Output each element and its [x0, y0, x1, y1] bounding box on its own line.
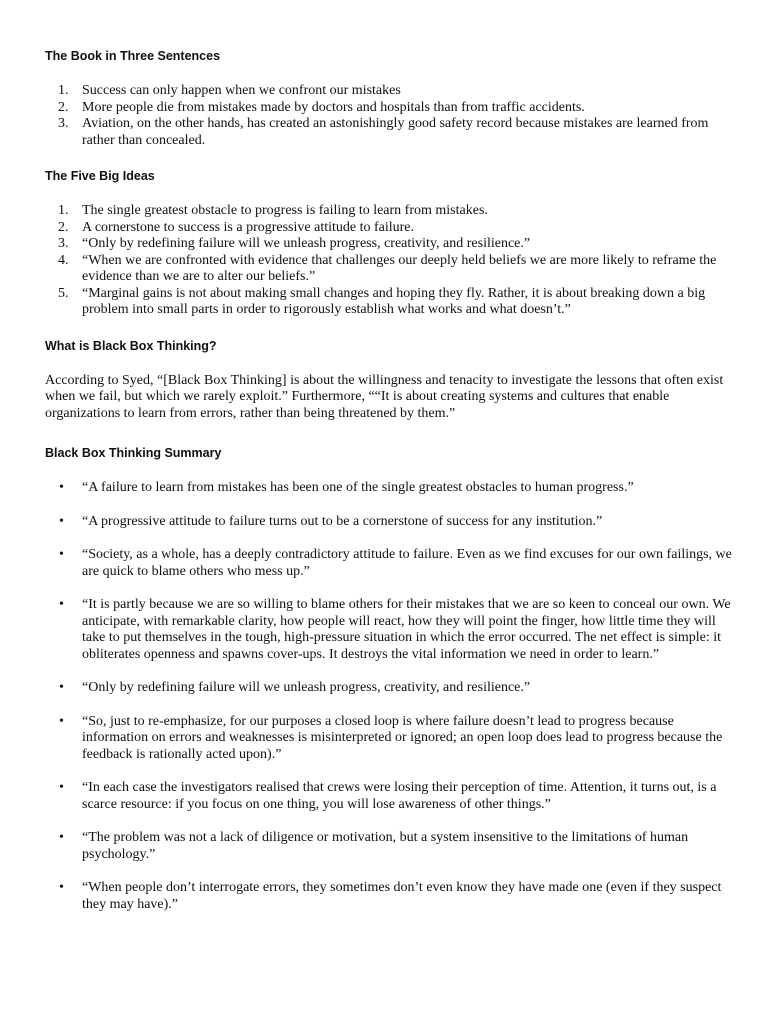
bullet-glyph: •: [59, 830, 64, 845]
summary-bullet-list: [45, 480, 735, 913]
three-sentences-list: [45, 83, 735, 149]
bullet-item: [45, 830, 735, 863]
bullet-item: [45, 597, 735, 663]
heading-what-is-black-box-thinking: What is Black Box Thinking?: [45, 338, 217, 353]
heading-three-sentences: The Book in Three Sentences: [45, 49, 221, 63]
list-number: 3.: [58, 116, 69, 131]
document-page: [45, 48, 735, 930]
spacer: [45, 184, 735, 203]
bullet-glyph: •: [59, 513, 64, 529]
bullet-item: [45, 714, 735, 764]
bullet-text: “It is partly because we are so willing to blame others for their mistakes that we are so keen to conceal our own. We anticipate, with remarkable clarity, how people will react, how they will point the finger, how little time they will take to put themselves in the tough, high-pressure situation in which the error occurred. The net effect is simple: it obliterates openness and spawns cover-ups. It destroys the vital information we need in order to learn.”: [82, 597, 731, 662]
bullet-item: [45, 547, 735, 580]
spacer: [45, 319, 735, 338]
bullet-item: [45, 514, 735, 531]
bullet-text: “When people don’t interrogate errors, they sometimes don’t even know they have made one (even if they suspect they may have).”: [82, 880, 722, 912]
bullet-text: “A progressive attitude to failure turns out to be a cornerstone of success for any institution.”: [82, 513, 603, 529]
what-is-paragraph: According to Syed, “[Black Box Thinking] is about the willingness and tenacity to investigate the lessons that often exist when we fail, but which we rarely exploit.” Furthermore, ““It is about creating systems and cultures that enable organizations to learn from errors, rather than being threatened by them.”: [45, 372, 724, 421]
spacer: [45, 64, 735, 83]
bullet-text: “Only by redefining failure will we unleash progress, creativity, and resilience.”: [82, 680, 531, 695]
bullet-text: “A failure to learn from mistakes has been one of the single greatest obstacles to human progress.”: [82, 480, 634, 495]
bullet-text: “The problem was not a lack of diligence or motivation, but a system insensitive to the limitations of human psychology.”: [82, 830, 689, 862]
list-item: [45, 203, 735, 220]
bullet-glyph: •: [59, 547, 64, 562]
list-item: [45, 286, 735, 319]
spacer: [45, 354, 735, 373]
bullet-item: [45, 480, 735, 497]
list-item: [45, 220, 735, 237]
bullet-item: [45, 880, 735, 913]
list-number: 2.: [58, 219, 69, 235]
list-item: [45, 253, 735, 286]
bullet-text: “Society, as a whole, has a deeply contradictory attitude to failure. Even as we find excuses for our own failings, we are quick to blame others who mess up.”: [82, 547, 732, 579]
bullet-glyph: •: [59, 680, 64, 695]
bullet-glyph: •: [59, 713, 64, 729]
list-number: 1.: [58, 203, 69, 218]
list-number: 4.: [58, 252, 69, 268]
list-item-text: More people die from mistakes made by doctors and hospitals than from traffic accidents.: [82, 99, 585, 115]
list-item-text: A cornerstone to success is a progressive attitude to failure.: [82, 219, 415, 235]
list-number: 2.: [58, 99, 69, 115]
bullet-glyph: •: [59, 597, 64, 612]
bullet-text: “In each case the investigators realised that crews were losing their perception of time. Attention, it turns out, is a scarce resource: if you focus on one thing, you will lose awareness of other things.”: [82, 780, 717, 812]
list-item-text: The single greatest obstacle to progress is failing to learn from mistakes.: [82, 203, 488, 218]
list-item: [45, 236, 735, 253]
spacer: [45, 149, 735, 168]
list-number: 3.: [58, 236, 69, 251]
spacer: [45, 422, 735, 445]
list-item-text: Success can only happen when we confront our mistakes: [82, 83, 401, 98]
bullet-glyph: •: [59, 880, 64, 895]
heading-five-big-ideas: The Five Big Ideas: [45, 169, 155, 183]
list-number: 5.: [58, 285, 69, 301]
list-number: 1.: [58, 83, 69, 98]
list-item-text: “Marginal gains is not about making small changes and hoping they fly. Rather, it is about breaking down a big problem into small parts in order to rigorously establish what works and what doesn’t.”: [82, 285, 706, 317]
bullet-item: [45, 780, 735, 813]
heading-black-box-thinking-summary: Black Box Thinking Summary: [45, 446, 222, 460]
list-item: [45, 116, 735, 149]
bullet-item: [45, 680, 735, 697]
list-item-text: “Only by redefining failure will we unleash progress, creativity, and resilience.”: [82, 236, 531, 251]
bullet-glyph: •: [59, 780, 64, 795]
list-item: [45, 83, 735, 100]
list-item-text: “When we are confronted with evidence that challenges our deeply held beliefs we are more likely to reframe the evidence than we are to alter our beliefs.”: [82, 252, 717, 284]
bullet-glyph: •: [59, 480, 64, 495]
five-ideas-list: [45, 203, 735, 319]
bullet-text: “So, just to re-emphasize, for our purposes a closed loop is where failure doesn’t lead to progress because information on errors and weaknesses is misinterpreted or ignored; an open loop does lead to progress because the feedback is rationally acted upon).”: [82, 713, 723, 762]
spacer: [45, 461, 735, 480]
list-item-text: Aviation, on the other hands, has created an astonishingly good safety record because mistakes are learned from rather than concealed.: [82, 116, 709, 148]
list-item: [45, 100, 735, 117]
